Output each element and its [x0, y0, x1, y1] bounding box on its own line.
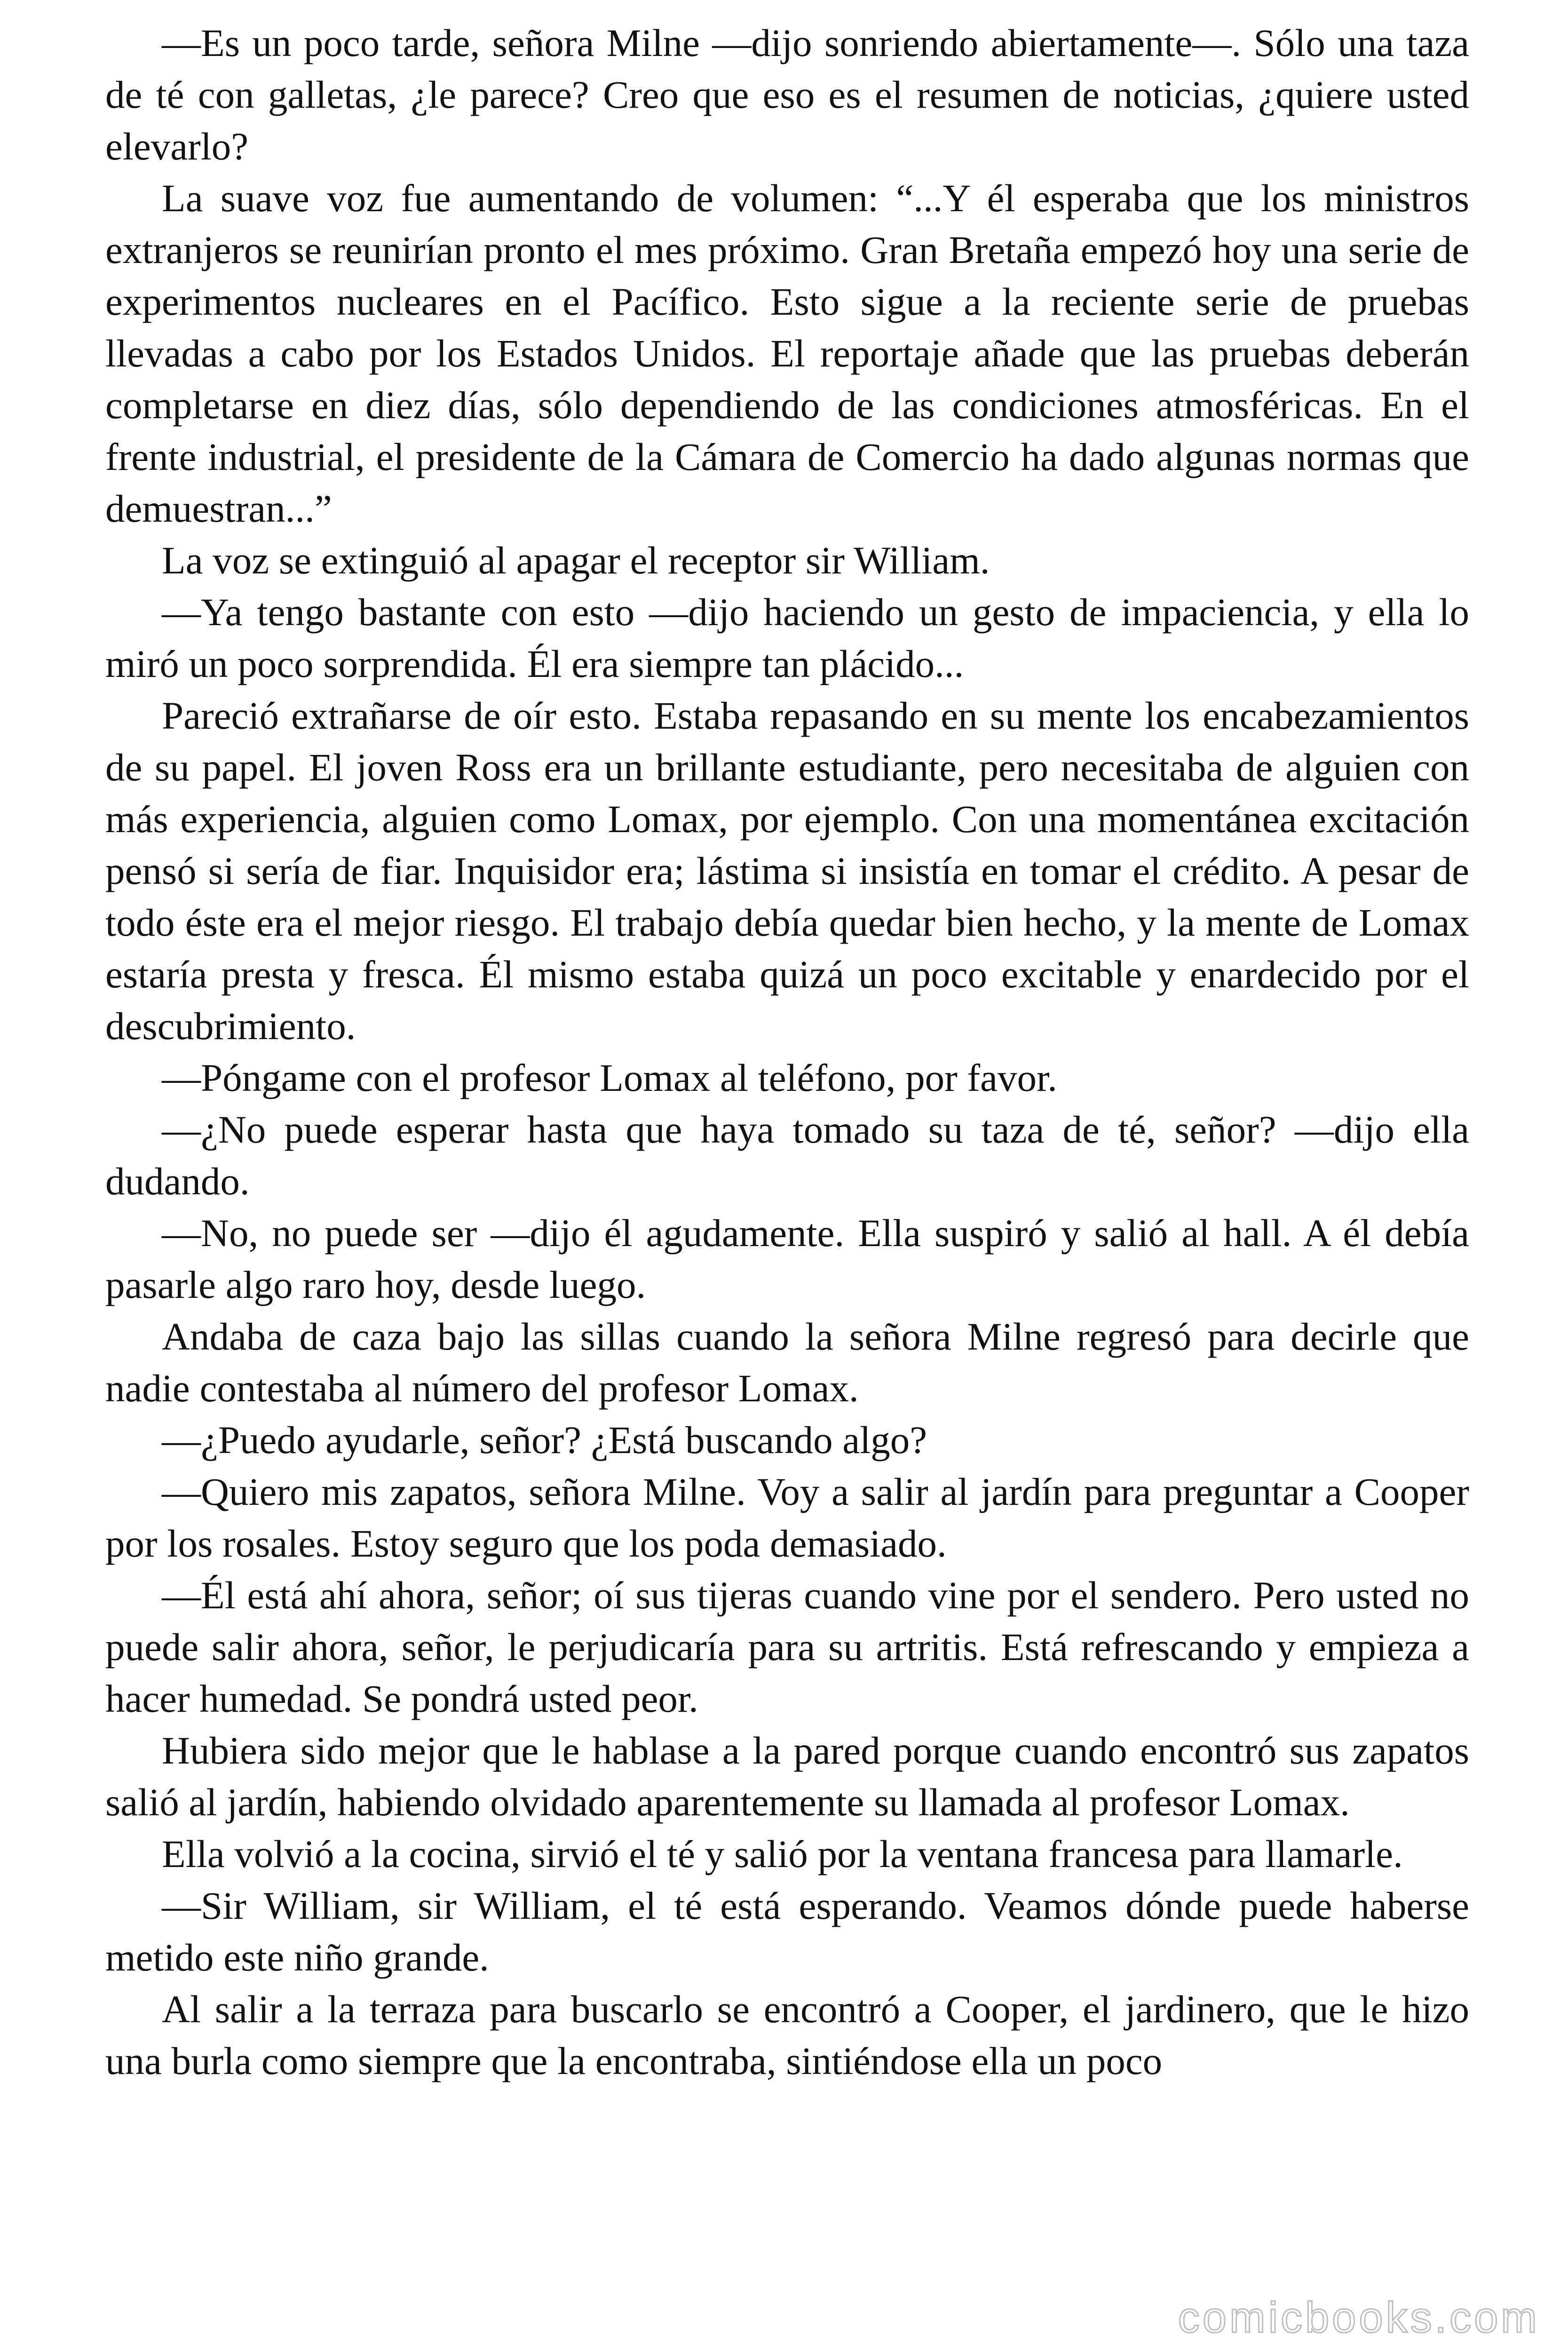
- paragraph-14: Ella volvió a la cocina, sirvió el té y salió por la ventana francesa para llamarle.: [162, 1832, 1403, 1875]
- paragraph-16: Al salir a la terraza para buscarlo se encontró a Cooper, el jardinero, que le hizo una burla como siempre que la encontraba, sintiéndose ella un poco: [105, 1987, 1469, 2082]
- paragraph-10: —¿Puedo ayudarle, señor? ¿Está buscando algo?: [162, 1418, 927, 1462]
- paragraph-15: —Sir William, sir William, el té está esperando. Veamos dónde puede haberse metido este niño grande.: [105, 1884, 1469, 1979]
- paragraph-11: —Quiero mis zapatos, señora Milne. Voy a salir al jardín para preguntar a Cooper por los rosales. Estoy seguro que los poda demasiado.: [105, 1470, 1469, 1565]
- paragraph-3: La voz se extinguió al apagar el receptor sir William.: [162, 539, 990, 582]
- paragraph-13: Hubiera sido mejor que le hablase a la pared porque cuando encontró sus zapatos salió al jardín, habiendo olvidado aparentemente su llamada al profesor Lomax.: [105, 1729, 1469, 1824]
- paragraph-5: Pareció extrañarse de oír esto. Estaba repasando en su mente los encabezamientos de su papel. El joven Ross era un brillante estudiante, pero necesitaba de alguien con más experiencia, alguien como Lomax, por ejemplo. Con una momentánea excitación pensó si sería de fiar. Inquisidor era; lástima si insistía en tomar el crédito. A pesar de todo éste era el mejor riesgo. El trabajo debía quedar bien hecho, y la mente de Lomax estaría presta y fresca. Él mismo estaba quizá un poco excitable y enardecido por el descubrimiento.: [105, 694, 1469, 1048]
- paragraph-12: —Él está ahí ahora, señor; oí sus tijeras cuando vine por el sendero. Pero usted no puede salir ahora, señor, le perjudicaría para su artritis. Está refrescando y empieza a hacer humedad. Se pondrá usted peor.: [105, 1573, 1469, 1720]
- paragraph-4: —Ya tengo bastante con esto —dijo haciendo un gesto de impaciencia, y ella lo miró un poco sorprendida. Él era siempre tan plácido...: [105, 590, 1469, 685]
- paragraph-8: —No, no puede ser —dijo él agudamente. Ella suspiró y salió al hall. A él debía pasarle algo raro hoy, desde luego.: [105, 1211, 1469, 1306]
- watermark: comicbooks.com: [1178, 2294, 1540, 2342]
- paragraph-7: —¿No puede esperar hasta que haya tomado su taza de té, señor? —dijo ella dudando.: [105, 1108, 1469, 1203]
- paragraph-2: La suave voz fue aumentando de volumen: “...Y él esperaba que los ministros extranjeros se reunirían pronto el mes próximo. Gran Bretaña empezó hoy una serie de experimentos nucleares en el Pacífico. Esto sigue a la reciente serie de pruebas llevadas a cabo por los Estados Unidos. El reportaje añade que las pruebas deberán completarse en diez días, sólo dependiendo de las condiciones atmosféricas. En el frente industrial, el presidente de la Cámara de Comercio ha dado algunas normas que demuestran...”: [105, 176, 1469, 530]
- body-text: [105, 17, 1469, 2087]
- paragraph-6: —Póngame con el profesor Lomax al teléfono, por favor.: [162, 1056, 1057, 1099]
- paragraph-1: —Es un poco tarde, señora Milne —dijo sonriendo abiertamente—. Sólo una taza de té con galletas, ¿le parece? Creo que eso es el resumen de noticias, ¿quiere usted elevarlo?: [105, 21, 1469, 168]
- paragraph-9: Andaba de caza bajo las sillas cuando la señora Milne regresó para decirle que nadie contestaba al número del profesor Lomax.: [105, 1315, 1469, 1410]
